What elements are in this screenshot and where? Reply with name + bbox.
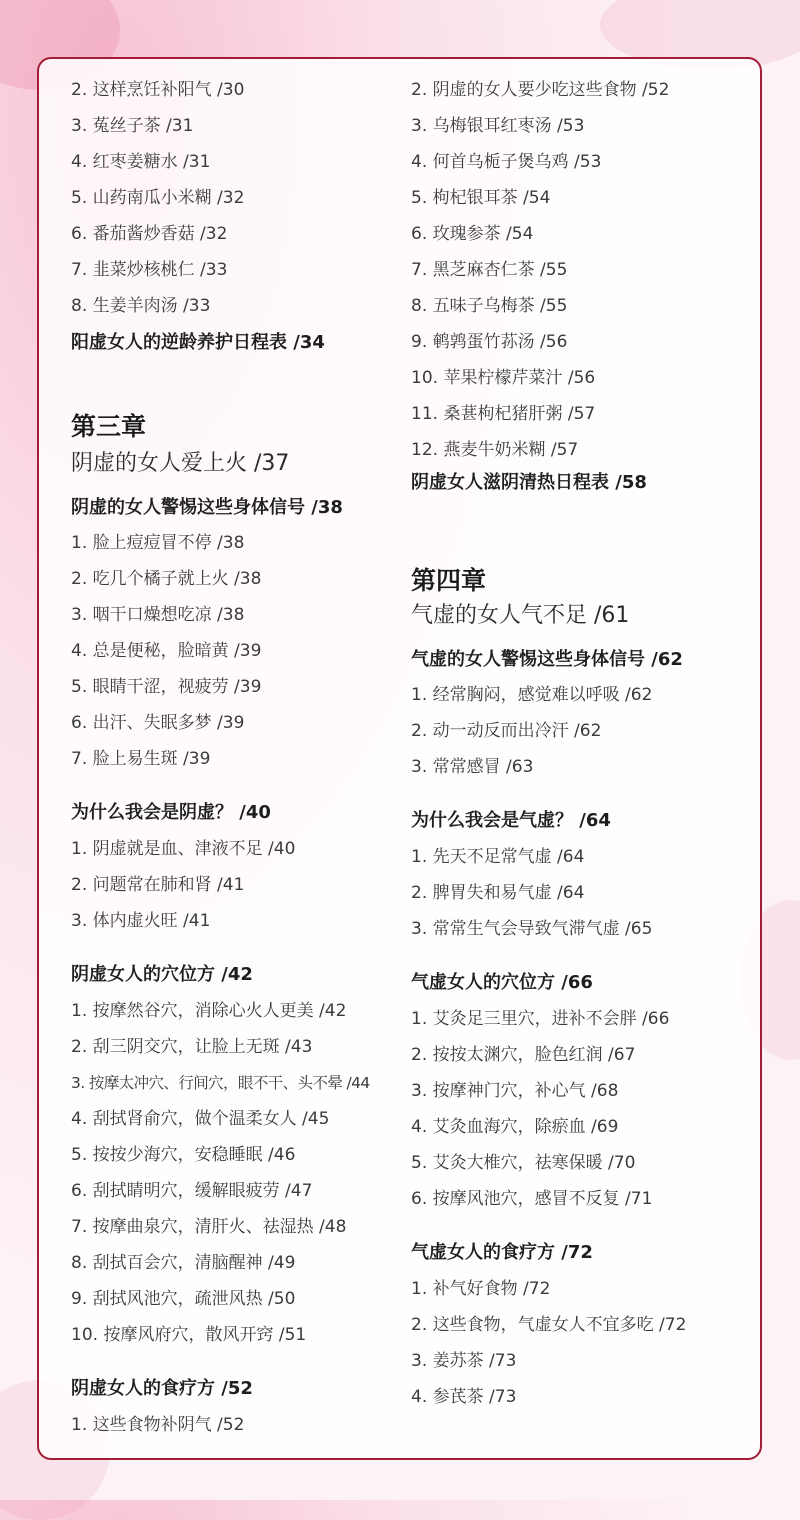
toc-entry[interactable]: 8. 刮拭百会穴，清脑醒神 /49 [71, 1253, 296, 1273]
toc-entry[interactable]: 12. 燕麦牛奶米糊 /57 [411, 440, 579, 460]
toc-entry[interactable]: 8. 生姜羊肉汤 /33 [71, 296, 211, 316]
section-heading[interactable]: 阴虚女人的穴位方 /42 [71, 964, 253, 985]
toc-entry[interactable]: 2. 问题常在肺和肾 /41 [71, 875, 245, 895]
toc-entry[interactable]: 2. 脾胃失和易气虚 /64 [411, 883, 585, 903]
toc-entry[interactable]: 7. 韭菜炒核桃仁 /33 [71, 260, 228, 280]
toc-entry[interactable]: 3. 体内虚火旺 /41 [71, 911, 211, 931]
toc-entry[interactable]: 6. 按摩风池穴，感冒不反复 /71 [411, 1189, 653, 1209]
toc-entry[interactable]: 2. 阴虚的女人要少吃这些食物 /52 [411, 80, 670, 100]
toc-entry[interactable]: 1. 经常胸闷，感觉难以呼吸 /62 [411, 685, 653, 705]
toc-entry[interactable]: 4. 艾灸血海穴，除瘀血 /69 [411, 1117, 619, 1137]
toc-entry[interactable]: 8. 五味子乌梅茶 /55 [411, 296, 568, 316]
toc-entry[interactable]: 5. 艾灸大椎穴，祛寒保暖 /70 [411, 1153, 636, 1173]
toc-entry[interactable]: 3. 姜苏茶 /73 [411, 1351, 517, 1371]
toc-entry[interactable]: 7. 黑芝麻杏仁茶 /55 [411, 260, 568, 280]
toc-entry[interactable]: 1. 这些食物补阴气 /52 [71, 1415, 245, 1435]
section-heading[interactable]: 阴虚女人的食疗方 /52 [71, 1378, 253, 1399]
toc-entry[interactable]: 3. 菟丝子茶 /31 [71, 116, 194, 136]
chapter-label: 第三章 [71, 412, 147, 441]
toc-entry[interactable]: 1. 按摩然谷穴，消除心火人更美 /42 [71, 1001, 347, 1021]
toc-entry[interactable]: 1. 补气好食物 /72 [411, 1279, 551, 1299]
toc-entry[interactable]: 5. 眼睛干涩，视疲劳 /39 [71, 677, 262, 697]
toc-entry[interactable]: 1. 脸上痘痘冒不停 /38 [71, 533, 245, 553]
toc-entry[interactable]: 3. 按摩太冲穴、行间穴，眼不干、头不晕 /44 [71, 1074, 370, 1092]
toc-entry[interactable]: 3. 常常生气会导致气滞气虚 /65 [411, 919, 653, 939]
toc-entry[interactable]: 2. 这些食物，气虚女人不宜多吃 /72 [411, 1315, 687, 1335]
toc-entry[interactable]: 2. 动一动反而出冷汗 /62 [411, 721, 602, 741]
toc-entry[interactable]: 5. 枸杞银耳茶 /54 [411, 188, 551, 208]
toc-panel [37, 57, 762, 1460]
toc-entry[interactable]: 3. 乌梅银耳红枣汤 /53 [411, 116, 585, 136]
toc-entry[interactable]: 2. 这样烹饪补阳气 /30 [71, 80, 245, 100]
section-heading[interactable]: 阳虚女人的逆龄养护日程表 /34 [71, 332, 325, 353]
toc-entry[interactable]: 4. 何首乌栀子煲乌鸡 /53 [411, 152, 602, 172]
toc-entry[interactable]: 9. 鹌鹑蛋竹荪汤 /56 [411, 332, 568, 352]
section-heading[interactable]: 气虚的女人警惕这些身体信号 /62 [411, 649, 683, 670]
toc-entry[interactable]: 1. 先天不足常气虚 /64 [411, 847, 585, 867]
toc-entry[interactable]: 11. 桑葚枸杞猪肝粥 /57 [411, 404, 596, 424]
toc-entry[interactable]: 6. 玫瑰参茶 /54 [411, 224, 534, 244]
chapter-title[interactable]: 阴虚的女人爱上火 /37 [71, 451, 290, 476]
section-heading[interactable]: 阴虚女人滋阴清热日程表 /58 [411, 472, 647, 493]
toc-entry[interactable]: 7. 脸上易生斑 /39 [71, 749, 211, 769]
toc-entry[interactable]: 6. 番茄酱炒香菇 /32 [71, 224, 228, 244]
toc-entry[interactable]: 3. 咽干口燥想吃凉 /38 [71, 605, 245, 625]
toc-entry[interactable]: 2. 按按太渊穴，脸色红润 /67 [411, 1045, 636, 1065]
toc-entry[interactable]: 7. 按摩曲泉穴，清肝火、祛湿热 /48 [71, 1217, 347, 1237]
toc-entry[interactable]: 1. 艾灸足三里穴，进补不会胖 /66 [411, 1009, 670, 1029]
toc-entry[interactable]: 4. 总是便秘，脸暗黄 /39 [71, 641, 262, 661]
toc-entry[interactable]: 9. 刮拭风池穴，疏泄风热 /50 [71, 1289, 296, 1309]
toc-entry[interactable]: 5. 山药南瓜小米糊 /32 [71, 188, 245, 208]
toc-entry[interactable]: 4. 红枣姜糖水 /31 [71, 152, 211, 172]
section-heading[interactable]: 气虚女人的食疗方 /72 [411, 1242, 593, 1263]
section-heading[interactable]: 气虚女人的穴位方 /66 [411, 972, 593, 993]
toc-entry[interactable]: 1. 阴虚就是血、津液不足 /40 [71, 839, 296, 859]
toc-entry[interactable]: 10. 苹果柠檬芹菜汁 /56 [411, 368, 596, 388]
toc-entry[interactable]: 2. 刮三阴交穴，让脸上无斑 /43 [71, 1037, 313, 1057]
toc-entry[interactable]: 6. 刮拭睛明穴，缓解眼疲劳 /47 [71, 1181, 313, 1201]
toc-entry[interactable]: 3. 常常感冒 /63 [411, 757, 534, 777]
toc-entry[interactable]: 10. 按摩风府穴，散风开窍 /51 [71, 1325, 307, 1345]
section-heading[interactable]: 为什么我会是气虚？ /64 [411, 810, 611, 831]
toc-entry[interactable]: 6. 出汗、失眠多梦 /39 [71, 713, 245, 733]
toc-entry[interactable]: 4. 参芪茶 /73 [411, 1387, 517, 1407]
section-heading[interactable]: 为什么我会是阴虚？ /40 [71, 802, 271, 823]
section-heading[interactable]: 阴虚的女人警惕这些身体信号 /38 [71, 497, 343, 518]
chapter-title[interactable]: 气虚的女人气不足 /61 [411, 603, 630, 628]
chapter-label: 第四章 [411, 566, 487, 595]
toc-entry[interactable]: 3. 按摩神门穴，补心气 /68 [411, 1081, 619, 1101]
toc-entry[interactable]: 5. 按按少海穴，安稳睡眠 /46 [71, 1145, 296, 1165]
toc-entry[interactable]: 2. 吃几个橘子就上火 /38 [71, 569, 262, 589]
toc-entry[interactable]: 4. 刮拭肾俞穴，做个温柔女人 /45 [71, 1109, 330, 1129]
